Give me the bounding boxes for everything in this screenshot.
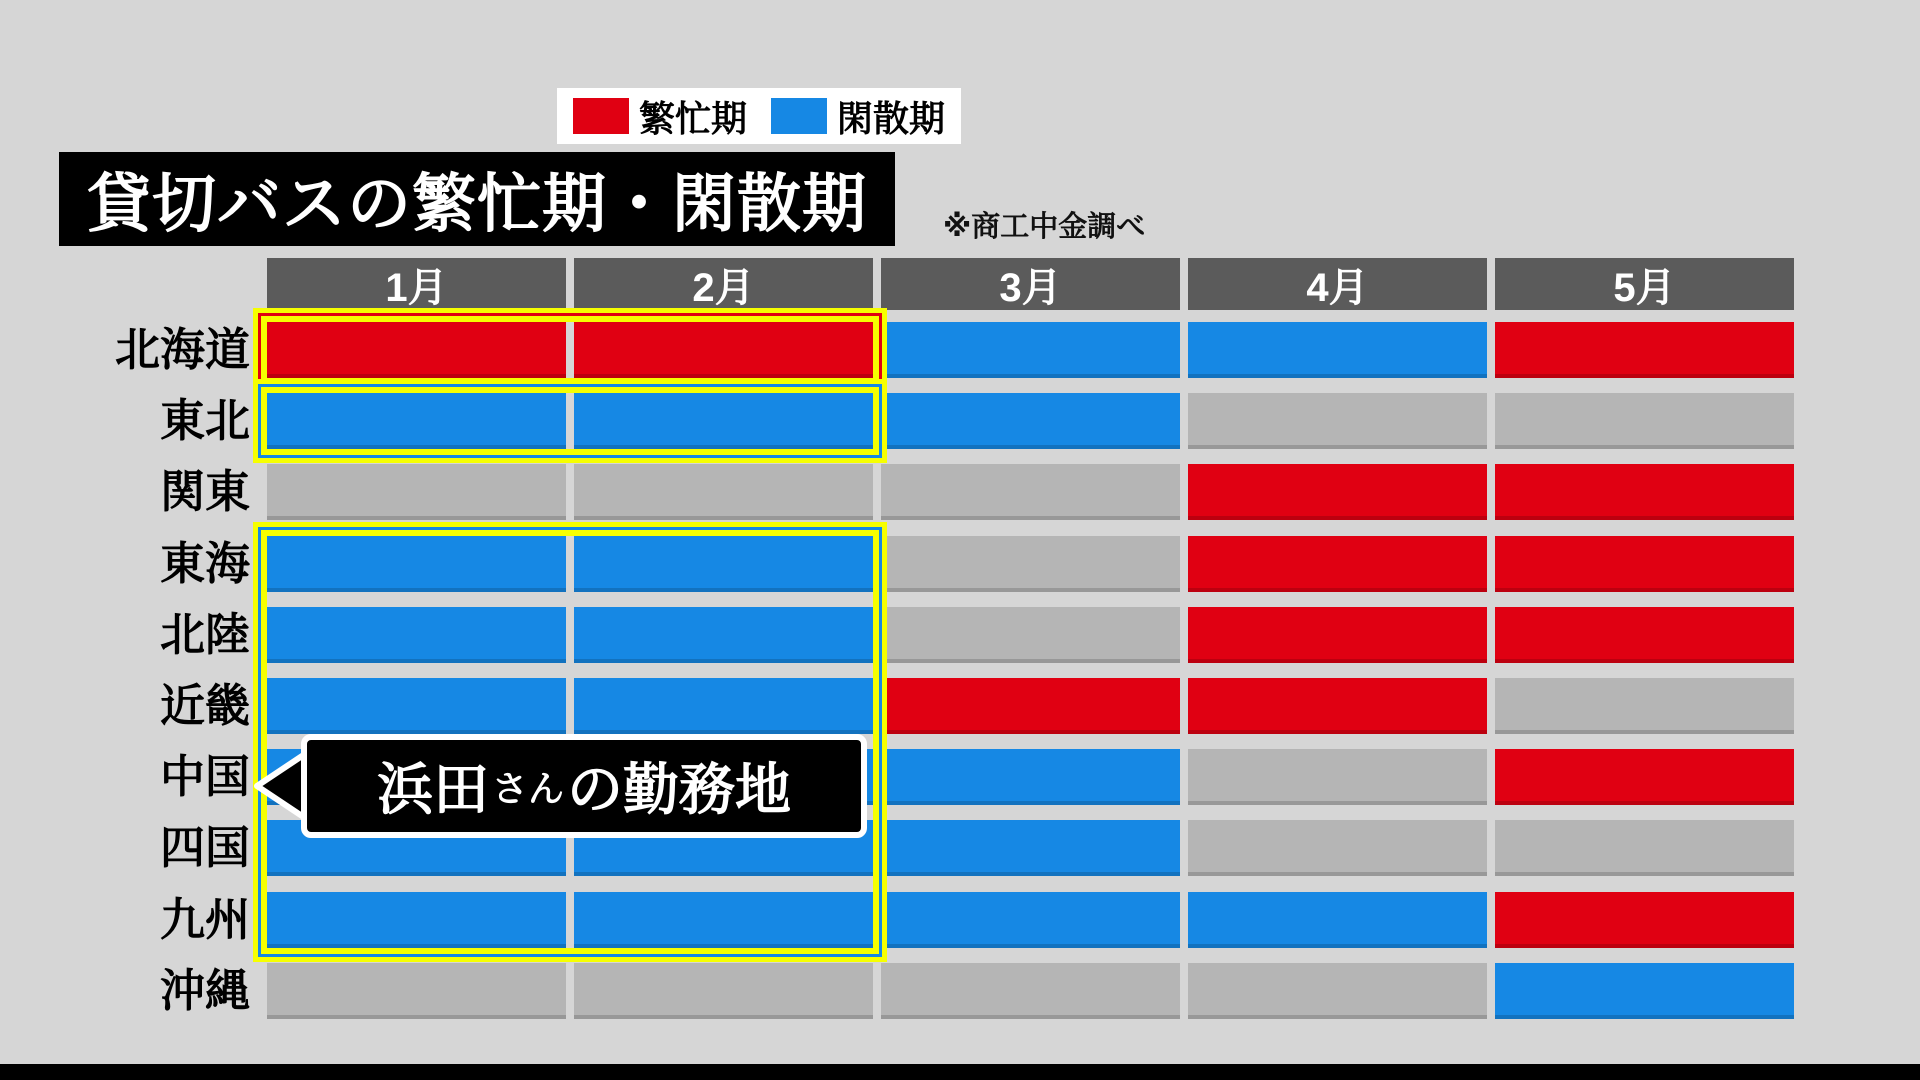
table-cell — [881, 322, 1180, 378]
table-cell — [1495, 963, 1794, 1019]
table-cell — [1188, 892, 1487, 948]
table-cell — [1188, 749, 1487, 805]
page-title: 貸切バスの繁忙期・閑散期 — [59, 152, 895, 246]
table-cell — [1188, 322, 1487, 378]
table-cell — [574, 464, 873, 520]
table-cell — [267, 678, 566, 734]
legend-busy-label: 繁忙期 — [639, 97, 748, 139]
table-cell — [267, 393, 566, 449]
table-cell — [881, 678, 1180, 734]
row-label-6: 中国 — [159, 751, 250, 802]
table-cell — [1495, 749, 1794, 805]
table-cell — [1495, 820, 1794, 876]
row-label-4: 北陸 — [159, 609, 250, 660]
table-cell — [1495, 536, 1794, 592]
table-cell — [1495, 607, 1794, 663]
bottom-black-bar — [0, 1064, 1920, 1080]
row-label-8: 九州 — [159, 894, 250, 945]
table-cell — [267, 536, 566, 592]
row-label-7: 四国 — [159, 822, 250, 873]
month-header-5: 5月 — [1495, 258, 1794, 310]
row-label-1: 東北 — [159, 395, 250, 446]
month-header-2: 2月 — [574, 258, 873, 310]
table-cell — [1495, 322, 1794, 378]
table-cell — [881, 820, 1180, 876]
row-label-5: 近畿 — [159, 680, 250, 731]
table-cell — [881, 963, 1180, 1019]
table-cell — [1188, 678, 1487, 734]
table-cell — [574, 678, 873, 734]
table-cell — [1495, 892, 1794, 948]
row-label-9: 沖縄 — [159, 965, 250, 1016]
month-header-3: 3月 — [881, 258, 1180, 310]
table-cell — [267, 322, 566, 378]
table-cell — [574, 607, 873, 663]
table-cell — [881, 464, 1180, 520]
workplace-callout — [301, 734, 867, 838]
table-cell — [1495, 678, 1794, 734]
row-label-2: 関東 — [159, 466, 250, 517]
table-cell — [574, 536, 873, 592]
source-note: ※商工中金調べ — [943, 211, 1146, 243]
legend-slow-label: 閑散期 — [837, 97, 946, 139]
table-cell — [267, 607, 566, 663]
table-cell — [881, 892, 1180, 948]
table-cell — [267, 963, 566, 1019]
table-cell — [1188, 820, 1487, 876]
table-cell — [574, 892, 873, 948]
busy-swatch-icon — [573, 98, 629, 134]
table-cell — [1495, 393, 1794, 449]
month-header-4: 4月 — [1188, 258, 1487, 310]
callout-text-small: さん — [491, 767, 564, 809]
table-cell — [1188, 607, 1487, 663]
table-cell — [1188, 536, 1487, 592]
slow-swatch-icon — [771, 98, 827, 134]
row-label-0: 北海道 — [114, 324, 250, 375]
row-label-3: 東海 — [159, 538, 250, 589]
table-cell — [1495, 464, 1794, 520]
month-header-1: 1月 — [267, 258, 566, 310]
table-cell — [881, 749, 1180, 805]
legend — [557, 88, 961, 144]
table-cell — [881, 393, 1180, 449]
table-cell — [574, 963, 873, 1019]
table-cell — [574, 322, 873, 378]
table-cell — [1188, 464, 1487, 520]
table-cell — [1188, 393, 1487, 449]
table-cell — [267, 464, 566, 520]
callout-text-main1: 浜田 — [376, 758, 489, 821]
table-cell — [881, 536, 1180, 592]
table-cell — [267, 892, 566, 948]
callout-text-main2: の勤務地 — [567, 758, 791, 821]
table-cell — [881, 607, 1180, 663]
table-cell — [574, 393, 873, 449]
table-cell — [1188, 963, 1487, 1019]
